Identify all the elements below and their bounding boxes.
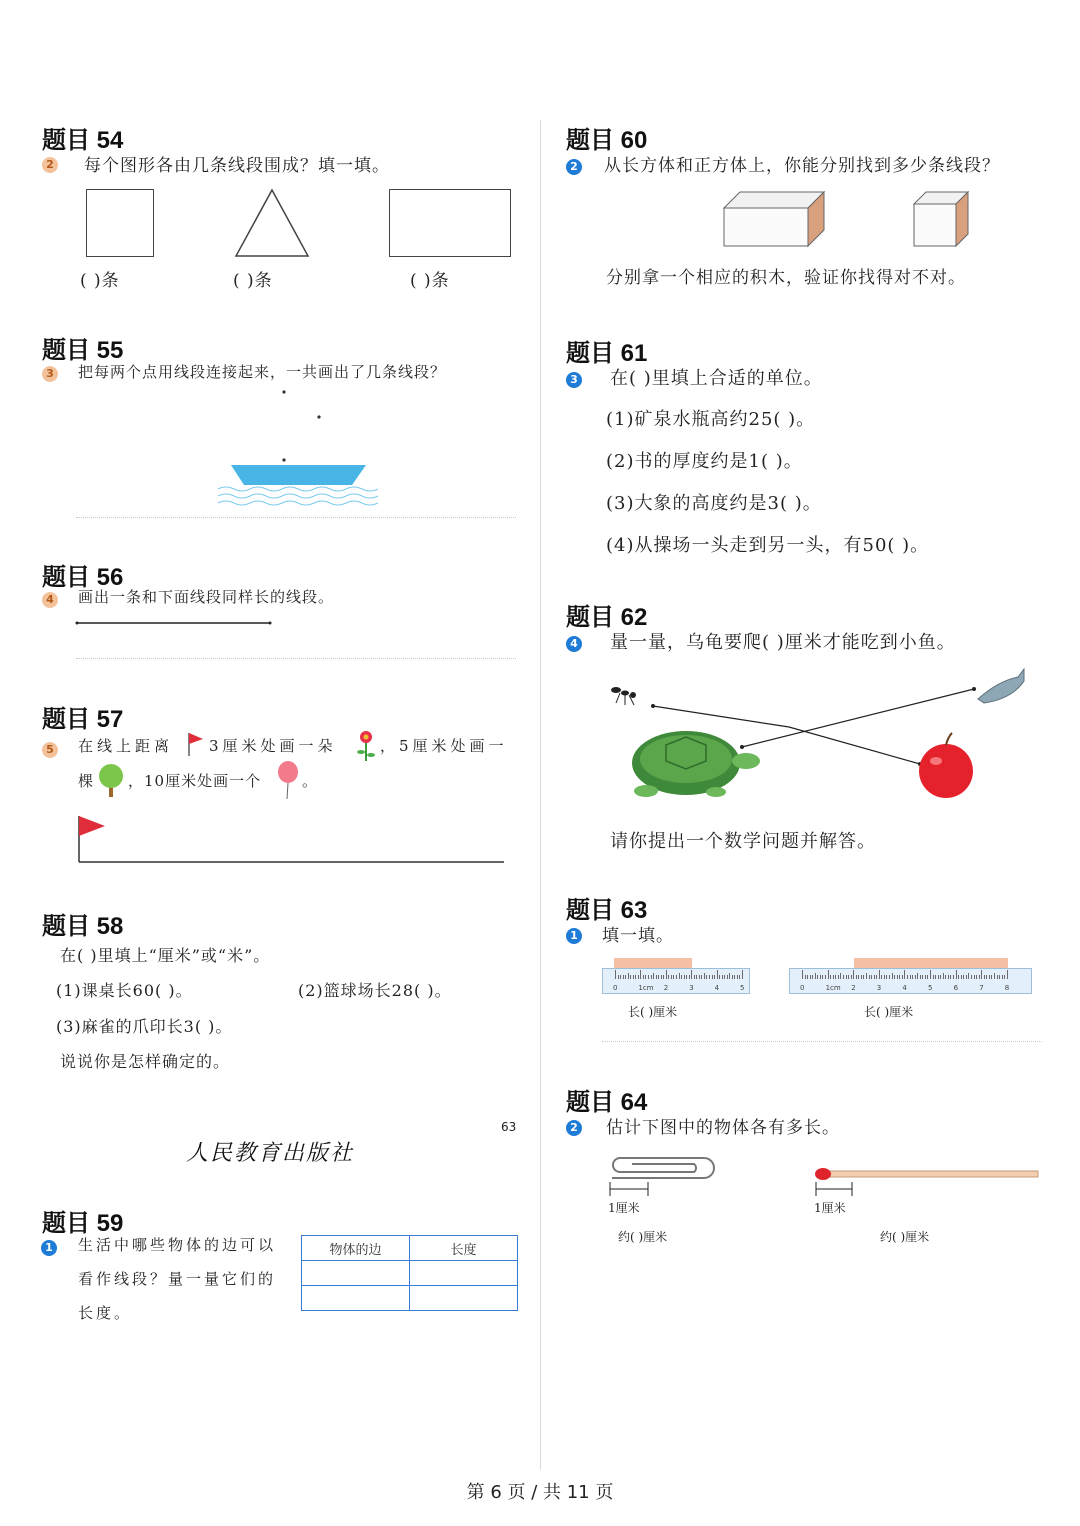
ruler-tick xyxy=(701,975,702,979)
ruler-tick xyxy=(625,975,626,979)
q57-line1b: 3厘米处画一朵 xyxy=(209,737,337,755)
ruler-tick xyxy=(899,975,900,979)
ruler-label: 2 xyxy=(851,984,856,992)
ruler-tick xyxy=(958,975,959,979)
ruler-tick xyxy=(663,975,664,979)
ruler-tick xyxy=(835,975,836,979)
ruler-tick xyxy=(805,975,806,979)
ruler-tick xyxy=(722,975,723,979)
tree-icon xyxy=(96,762,126,798)
ruler-tick xyxy=(699,975,700,979)
ruler-tick xyxy=(966,975,967,979)
ruler-tick xyxy=(840,973,841,979)
q56-separator xyxy=(76,658,516,659)
q56-text: 画出一条和下面线段同样长的线段。 xyxy=(78,588,335,606)
ruler-tick xyxy=(822,975,823,979)
q59-badge: 1 xyxy=(41,1236,57,1256)
q57-baseline xyxy=(74,812,508,866)
ruler-tick xyxy=(894,975,895,979)
ruler-tick xyxy=(861,975,862,979)
q56-badge: 4 xyxy=(42,588,58,608)
ruler-tick xyxy=(925,975,926,979)
ruler-tick xyxy=(917,973,918,979)
q60-text: 从长方体和正方体上，你能分别找到多少条线段？ xyxy=(604,156,1000,176)
ruler-tick xyxy=(684,975,685,979)
q61-item-2[interactable]: (2)书的厚度约是1( )。 xyxy=(606,451,803,472)
ruler-tick xyxy=(712,975,713,979)
ruler-tick xyxy=(732,975,733,979)
ruler-tick xyxy=(950,975,951,979)
square-figure xyxy=(86,189,154,257)
q64-badge: 2 xyxy=(566,1116,582,1136)
ruler-tick xyxy=(968,973,969,979)
table-cell[interactable] xyxy=(410,1286,518,1311)
q59-text-2: 看作线段？量一量它们的 xyxy=(78,1270,277,1288)
q57-line2b: ，10厘米处画一个 xyxy=(128,772,262,790)
q63-text: 填一填。 xyxy=(602,926,674,946)
q64-blank-1[interactable]: 约( )厘米 xyxy=(618,1230,668,1244)
ruler-tick xyxy=(628,973,629,979)
reference-segment xyxy=(74,618,274,628)
ruler-tick xyxy=(1004,975,1005,979)
ruler-tick xyxy=(706,975,707,979)
ruler-tick xyxy=(886,975,887,979)
ruler-tick xyxy=(623,975,624,979)
ruler-tick xyxy=(742,970,743,979)
ruler-tick xyxy=(668,975,669,979)
ruler-tick xyxy=(927,975,928,979)
ruler-tick xyxy=(986,975,987,979)
ruler-tick xyxy=(940,975,941,979)
q57-line1a: 在线上距离 xyxy=(78,737,174,755)
ruler-1 xyxy=(602,968,750,994)
q60-title: 题目 60 xyxy=(566,127,648,154)
ruler-tick xyxy=(922,975,923,979)
ruler-tick xyxy=(920,975,921,979)
ruler-label: 3 xyxy=(689,984,694,992)
q54-badge: 2 xyxy=(42,153,58,173)
ruler-tick xyxy=(938,975,939,979)
ruler-tick xyxy=(892,973,893,979)
ruler-tick xyxy=(984,975,985,979)
ruler-tick xyxy=(991,975,992,979)
ruler-tick xyxy=(828,970,829,979)
q63-badge: 1 xyxy=(566,924,582,944)
q62-text: 量一量，乌龟要爬( )厘米才能吃到小鱼。 xyxy=(610,632,956,653)
publisher-logo: 人民教育出版社 xyxy=(186,1141,355,1166)
ruler-tick xyxy=(648,975,649,979)
q59-text-3: 长度。 xyxy=(78,1304,133,1322)
ruler-tick xyxy=(935,975,936,979)
ruler-tick xyxy=(994,973,995,979)
q58-item-3[interactable]: (3)麻雀的爪印长3( )。 xyxy=(56,1017,233,1036)
ruler-tick xyxy=(686,975,687,979)
ruler-tick xyxy=(620,975,621,979)
boat-illustration xyxy=(214,385,384,513)
ruler-tick xyxy=(981,970,982,979)
q57-line2a: 棵 xyxy=(78,772,95,790)
ruler-label: 1cm xyxy=(638,984,654,992)
ruler-tick xyxy=(902,975,903,979)
ruler-tick xyxy=(618,975,619,979)
q60-note: 分别拿一个相应的积木，验证你找得对不对。 xyxy=(606,268,966,288)
q58-note: 说说你是怎样确定的。 xyxy=(60,1052,231,1071)
ruler-tick xyxy=(651,975,652,979)
ruler-tick xyxy=(696,975,697,979)
flag-icon xyxy=(186,731,206,757)
q63-blank-2[interactable]: 长( )厘米 xyxy=(864,1005,914,1019)
q59-title: 题目 59 xyxy=(42,1210,124,1237)
q55-text: 把每两个点用线段连接起来，一共画出了几条线段？ xyxy=(78,363,447,381)
ruler-tick xyxy=(976,975,977,979)
ruler1-object xyxy=(614,958,692,968)
q58-text: 在( )里填上“厘米”或“米”。 xyxy=(60,946,271,965)
balloon-icon xyxy=(276,760,300,800)
flower-icon xyxy=(354,728,378,762)
ruler-tick xyxy=(812,975,813,979)
triangle-figure xyxy=(234,188,310,258)
ruler-tick xyxy=(825,975,826,979)
ruler-tick xyxy=(930,970,931,979)
ruler-tick xyxy=(661,975,662,979)
ruler-tick xyxy=(833,975,834,979)
table-cell[interactable] xyxy=(302,1286,410,1311)
ruler-tick xyxy=(727,975,728,979)
ruler-tick xyxy=(653,973,654,979)
q55-badge: 3 xyxy=(42,362,58,382)
q56-title: 题目 56 xyxy=(42,564,124,591)
q54-blank-2[interactable]: ( )条 xyxy=(233,271,273,291)
ruler-tick xyxy=(734,975,735,979)
cube-figure xyxy=(912,190,972,248)
q54-title: 题目 54 xyxy=(42,127,124,154)
q64-title: 题目 64 xyxy=(566,1089,648,1116)
turtle-icon xyxy=(632,731,760,797)
ruler-tick xyxy=(673,975,674,979)
q59-text-1: 生活中哪些物体的边可以 xyxy=(78,1236,277,1254)
table-header-length: 长度 xyxy=(410,1236,518,1261)
q61-title: 题目 61 xyxy=(566,340,648,367)
ruler-tick xyxy=(671,975,672,979)
page-footer: 第 6 页 / 共 11 页 xyxy=(466,1482,614,1503)
apple-icon xyxy=(919,733,973,798)
q64-unit-2: 1厘米 xyxy=(814,1201,846,1215)
q61-item-1[interactable]: (1)矿泉水瓶高约25( )。 xyxy=(606,409,816,430)
ruler-tick xyxy=(879,970,880,979)
ruler-tick xyxy=(881,975,882,979)
ruler-tick xyxy=(848,975,849,979)
q64-blank-2[interactable]: 约( )厘米 xyxy=(880,1230,930,1244)
ruler-tick xyxy=(643,975,644,979)
match-icon xyxy=(812,1164,1042,1198)
ruler-tick xyxy=(863,975,864,979)
ruler-tick xyxy=(815,973,816,979)
q55-title: 题目 55 xyxy=(42,337,124,364)
q59-table xyxy=(301,1235,518,1311)
ruler-tick xyxy=(739,975,740,979)
ruler-tick xyxy=(933,975,934,979)
ruler-tick xyxy=(810,975,811,979)
ruler-tick xyxy=(999,975,1000,979)
ruler-tick xyxy=(694,975,695,979)
ruler-tick xyxy=(638,975,639,979)
ruler-tick xyxy=(989,975,990,979)
q57-line1c: ，5厘米处画一 xyxy=(380,737,508,755)
ruler-tick xyxy=(691,970,692,979)
q57-badge: 5 xyxy=(42,738,58,758)
q61-text: 在( )里填上合适的单位。 xyxy=(610,368,823,389)
ruler-label: 0 xyxy=(800,984,805,992)
ruler-label: 4 xyxy=(902,984,907,992)
q61-badge: 3 xyxy=(566,368,582,388)
q54-blank-1[interactable]: ( )条 xyxy=(80,271,120,291)
ruler-tick xyxy=(869,975,870,979)
q63-separator xyxy=(602,1041,1042,1042)
column-divider xyxy=(540,120,541,1470)
ruler-tick xyxy=(871,975,872,979)
ruler-tick xyxy=(971,975,972,979)
ruler-tick xyxy=(820,975,821,979)
q64-text: 估计下图中的物体各有多长。 xyxy=(606,1118,840,1138)
ruler-tick xyxy=(843,975,844,979)
ruler-tick xyxy=(656,975,657,979)
ruler-tick xyxy=(956,970,957,979)
q58-item-1[interactable]: (1)课桌长60( )。 xyxy=(56,981,193,1000)
ruler-tick xyxy=(645,975,646,979)
q55-separator xyxy=(76,517,516,518)
ruler-label: 0 xyxy=(613,984,618,992)
ruler2-object xyxy=(854,958,1008,968)
ruler-tick xyxy=(676,975,677,979)
ruler-tick xyxy=(897,975,898,979)
ruler-tick xyxy=(737,975,738,979)
q61-item-3[interactable]: (3)大象的高度约是3( )。 xyxy=(606,493,822,514)
ruler-tick xyxy=(630,975,631,979)
q54-text: 每个图形各由几条线段围成？填一填。 xyxy=(84,156,390,176)
ruler-tick xyxy=(633,975,634,979)
ruler-tick xyxy=(876,975,877,979)
ruler-tick xyxy=(907,975,908,979)
ruler-tick xyxy=(912,975,913,979)
ruler-tick xyxy=(910,975,911,979)
q57-title: 题目 57 xyxy=(42,706,124,733)
ruler-tick xyxy=(846,975,847,979)
ant-icon xyxy=(611,687,636,705)
q62-badge: 4 xyxy=(566,632,582,652)
ruler-tick xyxy=(874,975,875,979)
ruler-tick xyxy=(979,975,980,979)
q58-title: 题目 58 xyxy=(42,913,124,940)
ruler-tick xyxy=(714,975,715,979)
table-header-edge: 物体的边 xyxy=(302,1236,410,1261)
q60-badge: 2 xyxy=(566,155,582,175)
ruler-tick xyxy=(856,975,857,979)
page-number: 63 xyxy=(501,1120,517,1134)
ruler-tick xyxy=(817,975,818,979)
turtle-path-illustration xyxy=(606,665,1030,815)
ruler-tick xyxy=(719,975,720,979)
paperclip-icon xyxy=(604,1148,724,1198)
q61-item-4[interactable]: (4)从操场一头走到另一头，有50( )。 xyxy=(606,535,930,556)
ruler-tick xyxy=(689,975,690,979)
ruler-tick xyxy=(709,975,710,979)
ruler-tick xyxy=(666,970,667,979)
ruler-tick xyxy=(858,975,859,979)
ruler-tick xyxy=(851,975,852,979)
ruler-tick xyxy=(961,975,962,979)
q54-blank-3[interactable]: ( )条 xyxy=(410,271,450,291)
table-cell[interactable] xyxy=(302,1261,410,1286)
ruler-tick xyxy=(974,975,975,979)
ruler-tick xyxy=(635,975,636,979)
q63-title: 题目 63 xyxy=(566,897,648,924)
ruler-label: 2 xyxy=(663,984,669,992)
ruler-label: 1cm xyxy=(825,984,841,992)
ruler-tick xyxy=(997,975,998,979)
table-cell[interactable] xyxy=(410,1261,518,1286)
ruler-tick xyxy=(1007,970,1008,979)
ruler-label: 4 xyxy=(714,984,720,992)
ruler-2 xyxy=(789,968,1032,994)
ruler-tick xyxy=(838,975,839,979)
ruler-tick xyxy=(717,970,718,979)
ruler-tick xyxy=(640,970,641,979)
ruler-tick xyxy=(724,975,725,979)
ruler-tick xyxy=(943,973,944,979)
ruler-tick xyxy=(889,975,890,979)
ruler-tick xyxy=(884,975,885,979)
fish-icon xyxy=(978,669,1024,703)
ruler-label: 5 xyxy=(740,984,745,992)
ruler-tick xyxy=(953,975,954,979)
ruler-tick xyxy=(963,975,964,979)
q63-blank-1[interactable]: 长( )厘米 xyxy=(628,1005,678,1019)
q62-note: 请你提出一个数学问题并解答。 xyxy=(610,831,876,852)
ruler-tick xyxy=(830,975,831,979)
ruler-tick xyxy=(802,970,803,979)
ruler-label: 7 xyxy=(979,984,984,992)
ruler-label: 5 xyxy=(928,984,933,992)
ruler-tick xyxy=(853,970,854,979)
ruler-tick xyxy=(1002,975,1003,979)
ruler-tick xyxy=(681,975,682,979)
ruler-tick xyxy=(915,975,916,979)
ruler-tick xyxy=(904,970,905,979)
q58-item-2[interactable]: (2)篮球场长28( )。 xyxy=(298,981,452,1000)
ruler-label: 3 xyxy=(876,984,882,992)
q57-line2c: 。 xyxy=(302,772,319,790)
ruler-label: 8 xyxy=(1004,984,1010,992)
ruler-tick xyxy=(704,973,705,979)
ruler-tick xyxy=(948,975,949,979)
q64-unit-1: 1厘米 xyxy=(608,1201,640,1215)
ruler-tick xyxy=(615,970,616,979)
ruler-tick xyxy=(658,975,659,979)
ruler-tick xyxy=(729,973,730,979)
rectangle-figure xyxy=(389,189,511,257)
ruler-tick xyxy=(945,975,946,979)
ruler-label: 6 xyxy=(953,984,959,992)
ruler-tick xyxy=(866,973,867,979)
cuboid-figure xyxy=(722,190,828,248)
ruler-tick xyxy=(807,975,808,979)
q62-title: 题目 62 xyxy=(566,604,648,631)
ruler-tick xyxy=(679,973,680,979)
